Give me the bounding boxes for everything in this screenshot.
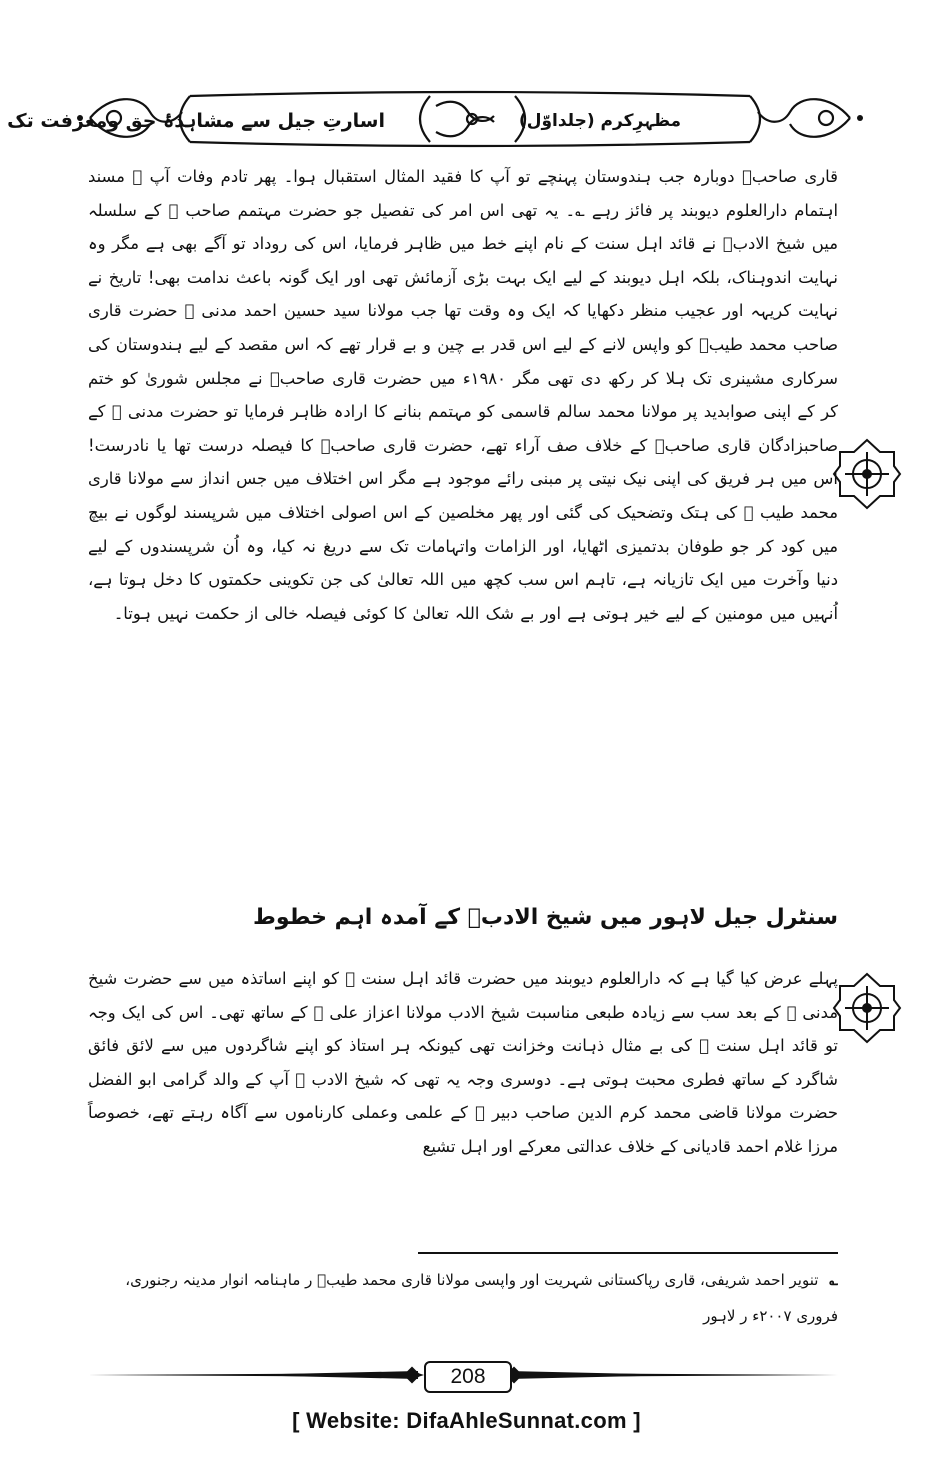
footnote-marker: ؎ (829, 1271, 838, 1289)
footnote-divider (418, 1252, 838, 1254)
header-chapter-title: اسارتِ جیل سے مشاہدۂ حق ومعرفت تک (7, 110, 385, 132)
margin-ornament-icon (832, 438, 902, 510)
paragraph-2: پہلے عرض کیا گیا ہے کہ دارالعلوم دیوبند میں حضرت قائد اہل سنت ﷬ کو اپنے اساتذہ میں سے حضرت شیخ مدنی ﷬ کے بعد سب سے زیادہ طبعی مناسبت شیخ الادب مولانا اعزاز علی ﷬ کے ساتھ تھی۔ اس کی ایک وجہ تو قائد اہل سنت ﷬ کی بے مثال ذہانت وخزانت تھی کیونکہ ہر استاذ کو اپنے شاگردوں میں سے لائق فائق شاگرد کے ساتھ فطری محبت ہوتی ہے۔ دوسری وجہ یہ تھی کہ شیخ الادب ﷬ آپ کے والد گرامی ابو الفضل حضرت مولانا قاضی محمد کرم الدین صاحب دبیر ﷬ کے علمی وعملی کارناموں سے آگاہ رہتے تھے، خصوصاً مرزا غلام احمد قادیانی کے خلاف عدالتی معرکے اور اہل تشیع (88, 969, 838, 1156)
margin-ornament-icon (832, 972, 902, 1044)
website-footer: [ Website: DifaAhleSunnat.com ] (292, 1408, 641, 1433)
page-number: 208 (424, 1361, 512, 1393)
header-book-title: مظہرِکرم (جلداوّل) (518, 111, 682, 131)
body-text-main (88, 160, 838, 630)
section-heading: سنٹرل جیل لاہور میں شیخ الادبؒ کے آمدہ اہم خطوط (253, 905, 838, 930)
body-text-second (88, 962, 838, 1164)
footnote (96, 1262, 838, 1334)
paragraph-1: قاری صاحبؒ دوبارہ جب ہندوستان پہنچے تو آپ کا فقید المثال استقبال ہوا۔ پھر تادم وفات آپ ﷬ مسند اہتمام دارالعلوم دیوبند پر فائز رہے ؎۔ یہ تھی اس امر کی تفصیل جو حضرت مہتمم صاحب ﷬ کے سلسلہ میں شیخ الادبؒ نے قائد اہل سنت کے نام اپنے خط میں ظاہر فرمایا، اس کی روداد تو آگے بھی ہے مگر وہ نہایت اندوہناک، بلکہ اہل دیوبند کے لیے ایک بہت بڑی آزمائش تھی اور ایک گونہ باعث ندامت بھی! تاریخ نے نہایت کریہہ اور عجیب منظر دکھایا کہ ایک وہ وقت تھا جب مولانا سید حسین احمد مدنی ﷬ حضرت قاری صاحب محمد طیبؒ کو واپس لانے کے لیے اس قدر بے چین و بے قرار تھے کہ اس مقصد کے لیے ہندوستان کی سرکاری مشینری تک ہلا کر رکھ دی تھی مگر ۱۹۸۰ء میں حضرت قاری صاحبؒ نے مجلس شوریٰ کو ختم کر کے اپنی صوابدید پر مولانا محمد سالم قاسمی کو مہتمم بنانے کا ارادہ ظاہر فرمایا تو حضرت مدنی ﷬ کے صاحبزادگان قاری صاحبؒ کے خلاف صف آراء تھے، حضرت قاری صاحبؒ کا فیصلہ درست تھا یا نادرست! اس میں ہر فریق کی اپنی نیک نیتی پر مبنی رائے موجود ہے مگر اس اختلاف میں جس انداز سے مولانا قاری محمد طیب ﷬ کی ہتک وتضحیک کی گئی اور پھر مخلصین کے اس اصولی اختلاف میں شرپسند لوگوں نے بیچ میں کود کر جو طوفان بدتمیزی اٹھایا، اور الزامات واتہامات تک سے دریغ نہ کیا، وہ اُن شرپسندوں کے لیے دنیا وآخرت میں ایک تازیانہ ہے، تاہم اس سب کچھ میں اللہ تعالیٰ کی جن تکوینی حکمتوں کا دخل ہوتا ہے، اُنہیں میں مومنین کے لیے خیر ہوتی ہے اور بے شک اللہ تعالیٰ کا کوئی فیصلہ خالی از حکمت نہیں ہوتا۔ (88, 167, 838, 623)
footnote-text: تنویر احمد شریفی، قاری رپاکستانی شہریت اور واپسی مولانا قاری محمد طیبؒ ر ماہنامہ انوار مدینہ رجنوری، فروری ۲۰۰۷ء ر لاہور (125, 1271, 838, 1325)
